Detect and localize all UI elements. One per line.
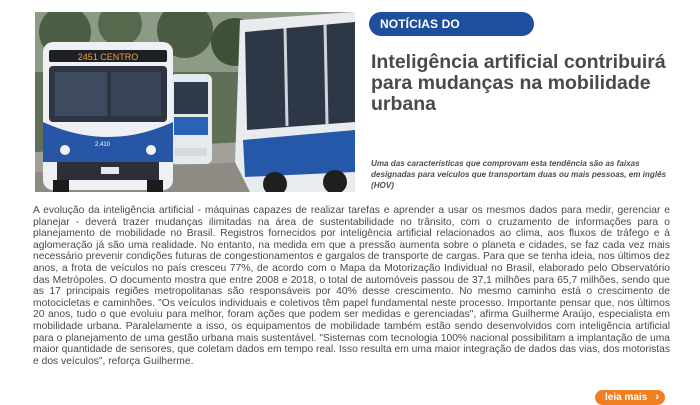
- read-more-button[interactable]: [595, 390, 665, 405]
- article-headline: Inteligência artificial contribuirá para mudanças na mobilidade urbana: [371, 51, 666, 115]
- photo-caption: Uma das características que comprovam esta tendência são as faixas designadas para veículos que transportam duas ou mais pessoas, em inglês (HOV): [371, 159, 667, 190]
- read-more-label: leia mais: [605, 392, 648, 403]
- bus-destination-sign: 2451 CENTRO: [77, 52, 139, 62]
- chevron-right-icon: ›: [655, 391, 659, 403]
- bus-number: 2.410: [95, 142, 111, 148]
- section-badge: NOTÍCIAS DO TRANSPORTE: [369, 12, 534, 36]
- article-photo: [35, 12, 355, 192]
- article-body: A evolução da inteligência artificial - máquinas capazes de realizar tarefas e aprender a usar os mesmos dados para medir, gerenciar e planejar - deverá trazer mudanças ilimitadas na área de sustentabilidade no trânsito, com o cruzamento de informações para o planejamento de mobilidade no Brasil. Registros fornecidos por inteligência artificial relacionados ao clima, aos fluxos de tráfego e à aglomeração já são uma realidade. No entanto, na medida em que a pressão aumenta sobre o planeta e cidades, se faz cada vez mais necessário prevenir condições futuras de congestionamentos e gargalos de transporte de cargas. Para que se tenha ideia, nos últimos dez anos, a frota de veículos no país cresceu 77%, de acordo com o Mapa da Motorização Individual no Brasil, elaborado pelo Observatório das Metrópoles. O documento mostra que entre 2008 e 2018, o total de automóveis passou de 37,1 milhões para 65,7 milhões, sendo que as 17 principais regiões metropolitanas são responsáveis por 40% desse crescimento. No mesmo caminho está o crescimento de motocicletas e caminhões. "Os veículos individuais e coletivos têm papel fundamental neste processo. Importante pensar que, nos últimos 20 anos, tudo o que evoluiu para melhor, foram ações que podem ser medidas e gerenciadas", afirma Guilherme Araújo, especialista em mobilidade urbana. Paralelamente a isso, os equipamentos de mobilidade também estão sendo desenvolvidos com inteligência artificial para o planejamento de uma gestão urbana mais sustentável. "Sistemas com tecnologia 100% nacional possibilitam a implantação de uma maior quantidade de sensores, que coletam dados em tempo real. Isso resulta em uma maior integração de dados das vias, dos motoristas e dos veículos", reforça Guilherme.: [33, 205, 670, 367]
